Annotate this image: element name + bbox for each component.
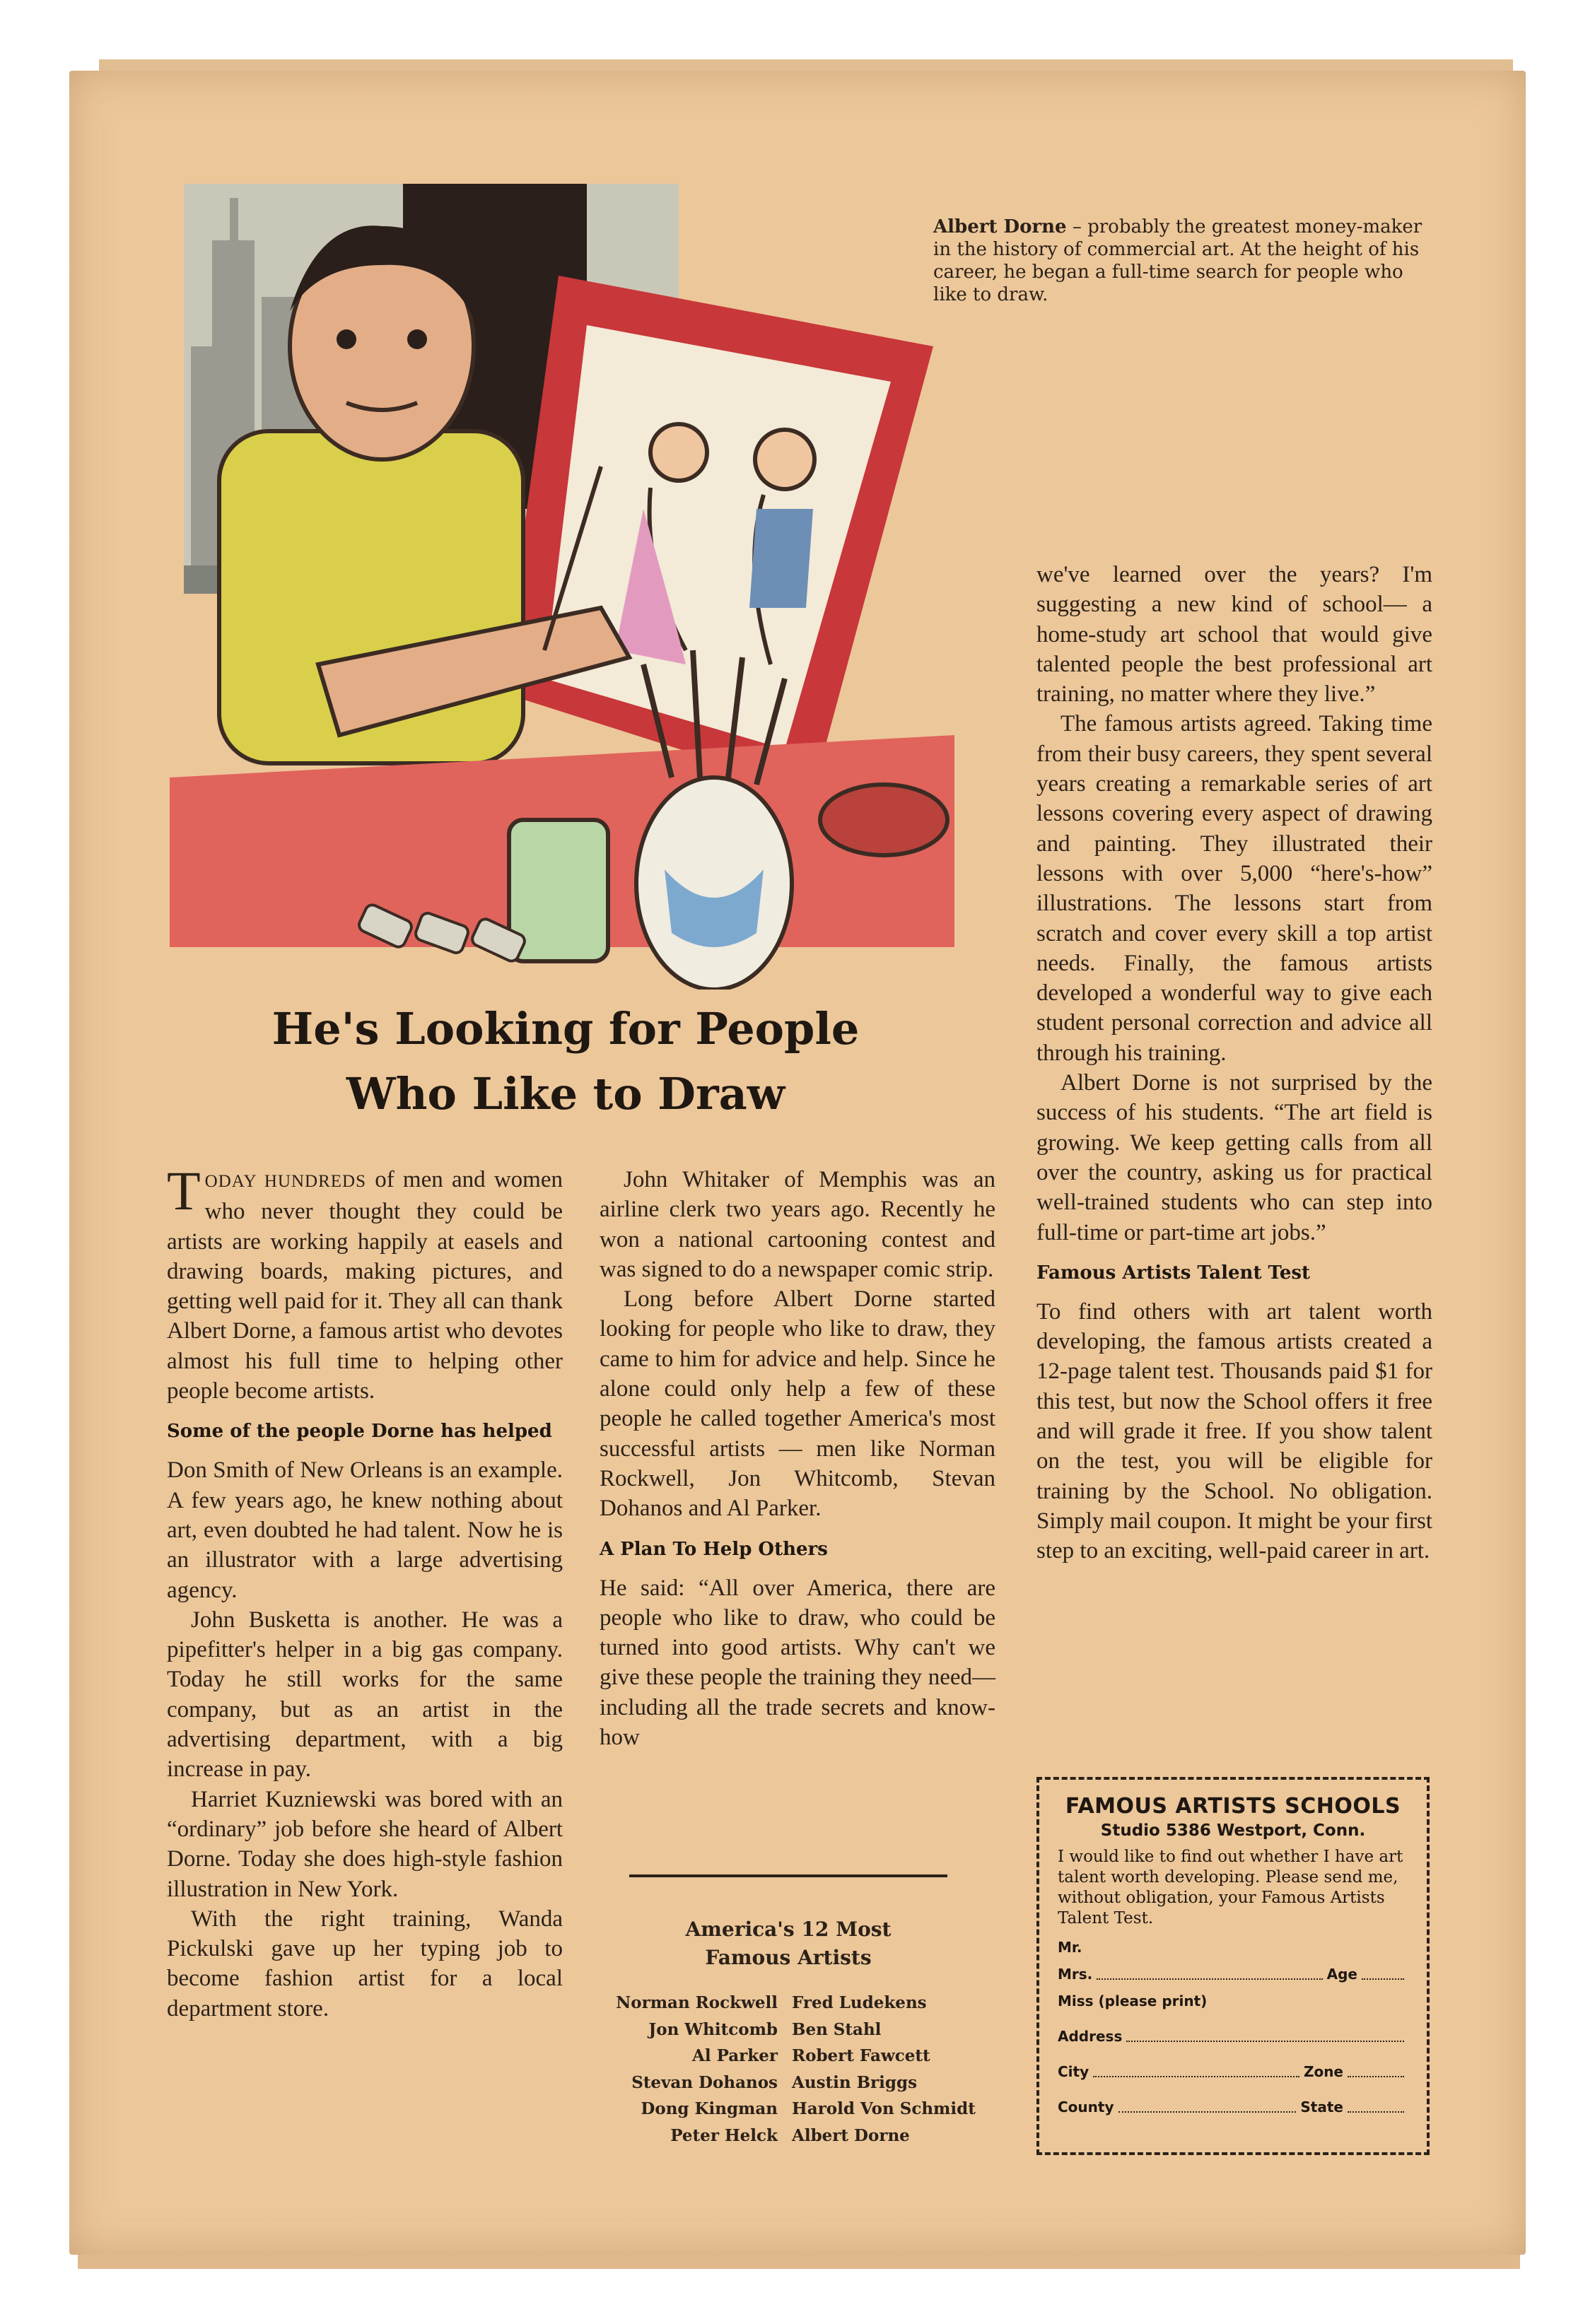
artists-title-line: America's 12 Most: [685, 1918, 892, 1941]
drop-cap: T: [167, 1160, 201, 1221]
caption-name: Albert Dorne: [933, 216, 1067, 237]
artist-name: Harold Von Schmidt: [792, 2099, 976, 2118]
paragraph: we've learned over the years? I'm suggesting a new kind of school— a home-study art school that would give talented people the best professional art training, no matter where they live.”: [1036, 562, 1432, 708]
fill-line[interactable]: [1348, 2076, 1404, 2077]
artist-name: Fred Ludekens: [792, 1993, 927, 2012]
section-subhead: Famous Artists Talent Test: [1036, 1262, 1311, 1284]
paragraph: John Whitaker of Memphis was an airline clerk two years ago. Recently he won a national cartooning contest and was signed to do a newspaper comic strip.: [600, 1167, 995, 1282]
artists-title-line: Famous Artists: [705, 1946, 872, 1969]
fill-line[interactable]: [1118, 2111, 1297, 2113]
section-subhead: A Plan To Help Others: [600, 1538, 828, 1560]
field-label: State: [1300, 2099, 1343, 2115]
field-label: Address: [1058, 2028, 1123, 2045]
coupon-field-name-age[interactable]: [1058, 1966, 1408, 1983]
fill-line[interactable]: [1362, 1978, 1404, 1980]
article-column-2: [600, 1165, 995, 1752]
caption-text: – probably the greatest money-maker in the history of commercial art. At the height of his career, he began a full-time search for people who like to draw.: [933, 216, 1422, 305]
field-label: Mrs.: [1058, 1966, 1093, 1983]
paragraph: To find others with art talent worth developing, the famous artists created a 12-page talent test. Thousands paid $1 for this test, but now the School offers it free and will grade it free. If you show talent on the test, you will be eligible for training by the School. No obligation. Simply mail coupon. It might be your first step to an exciting, well-paid career in art.: [1036, 1298, 1432, 1564]
coupon-field-county-state[interactable]: [1058, 2099, 1408, 2115]
artists-list: [585, 1990, 1010, 2149]
page-title: [184, 997, 947, 1127]
paragraph-text: of men and women who never thought they could be artists are working happily at easels and drawing boards, making pictures, and getting well paid for it. They all can thank Albert Dorne, a famous artist who devotes almost his full time to helping other people become artists.: [167, 1167, 563, 1404]
artist-name: Peter Helck: [670, 2125, 778, 2145]
list-item: [585, 2123, 1010, 2149]
artist-name: Stevan Dohanos: [631, 2072, 778, 2092]
artist-name: Albert Dorne: [792, 2125, 910, 2145]
field-label: City: [1058, 2063, 1089, 2080]
artist-name: Ben Stahl: [792, 2019, 882, 2039]
headline-line: He's Looking for People: [271, 1003, 860, 1055]
field-label: Age: [1326, 1966, 1357, 1983]
coupon-request-text: I would like to find out whether I have art talent worth developing. Please send me, without obligation, your Famous Artists Talent Test.: [1058, 1848, 1403, 1927]
field-label: Zone: [1303, 2063, 1343, 2080]
article-column-1: [167, 1160, 563, 2024]
field-label: County: [1058, 2099, 1114, 2115]
section-subhead: Some of the people Dorne has helped: [167, 1421, 552, 1443]
artist-name: Robert Fawcett: [792, 2046, 930, 2065]
artist-name: Norman Rockwell: [616, 1993, 778, 2012]
article-column-3: [1036, 560, 1432, 1566]
lead-smallcaps: ODAY HUNDREDS: [204, 1172, 366, 1191]
coupon-field-address[interactable]: [1058, 2028, 1408, 2045]
paragraph: Long before Albert Dorne started looking for people who like to draw, they came to him for advice and help. Since he alone could only help a few of these people he called together America's most successful artists — men like Norman Rockwell, Jon Whitcomb, Stevan Dohanos and Al Parker.: [600, 1286, 995, 1522]
artist-name: Al Parker: [692, 2046, 778, 2065]
coupon-studio: Studio 5386 Westport, Conn.: [1100, 1821, 1366, 1840]
artist-name: Austin Briggs: [792, 2072, 918, 2092]
list-item: [585, 1990, 1010, 2017]
paragraph: John Busketta is another. He was a pipefitter's helper in a big gas company. Today he still works for the same company, but as an artist in the advertising department, with a big increase in pay.: [167, 1607, 563, 1783]
coupon-brand: FAMOUS ARTISTS SCHOOLS: [1065, 1794, 1401, 1819]
artist-illustration: [106, 113, 954, 990]
headline-line: Who Like to Draw: [346, 1068, 785, 1120]
fill-line[interactable]: [1093, 2076, 1299, 2077]
list-item: [585, 2070, 1010, 2096]
paragraph: Harriet Kuzniewski was bored with an “ordinary” job before she heard of Albert Dorne. Today she does high-style fashion illustration in New York.: [167, 1786, 563, 1902]
fill-line[interactable]: [1348, 2111, 1404, 2113]
illustration-caption: [933, 216, 1428, 306]
paragraph: With the right training, Wanda Pickulski gave up her typing job to become fashion artist for a local department store.: [167, 1906, 563, 2021]
list-item: [585, 2017, 1010, 2043]
paragraph: Albert Dorne is not surprised by the success of his students. “The art field is growing. We keep getting calls from all over the country, asking us for practical well-trained students who can step into full-time or part-time art jobs.”: [1036, 1070, 1432, 1245]
artist-name: Jon Whitcomb: [648, 2019, 778, 2039]
paragraph: The famous artists agreed. Taking time from their busy careers, they spent several years creating a remarkable series of art lessons covering every aspect of drawing and painting. They illustrated their lessons with over 5,000 “here's-how” illustrations. The lessons start from scratch and cover every skill a top artist needs. Finally, the famous artists developed a wonderful way to give each student personal correction and advice all through his training.: [1036, 711, 1432, 1066]
coupon-field-mr[interactable]: [1058, 1939, 1408, 1956]
field-label: Mr.: [1058, 1939, 1082, 1956]
field-label: Miss (please print): [1058, 1993, 1208, 2009]
list-item: [585, 2096, 1010, 2123]
fill-line[interactable]: [1126, 2041, 1404, 2042]
divider: [629, 1874, 947, 1877]
coupon-field-city-zone[interactable]: [1058, 2063, 1408, 2080]
mail-coupon[interactable]: [1036, 1777, 1430, 2155]
paragraph: He said: “All over America, there are people who like to draw, who could be turned into good artists. Why can't we give these people the training they need—including all the trade secrets and know-how: [600, 1575, 995, 1751]
artist-name: Dong Kingman: [641, 2099, 778, 2118]
paragraph: [167, 1160, 563, 1406]
artists-list-title: [594, 1915, 983, 1972]
list-item: [585, 2043, 1010, 2070]
paragraph: Don Smith of New Orleans is an example. A few years ago, he knew nothing about art, even doubted he had talent. Now he is an illustrator with a large advertising agency.: [167, 1457, 563, 1603]
coupon-field-miss[interactable]: [1058, 1993, 1408, 2009]
fill-line[interactable]: [1097, 1978, 1322, 1980]
